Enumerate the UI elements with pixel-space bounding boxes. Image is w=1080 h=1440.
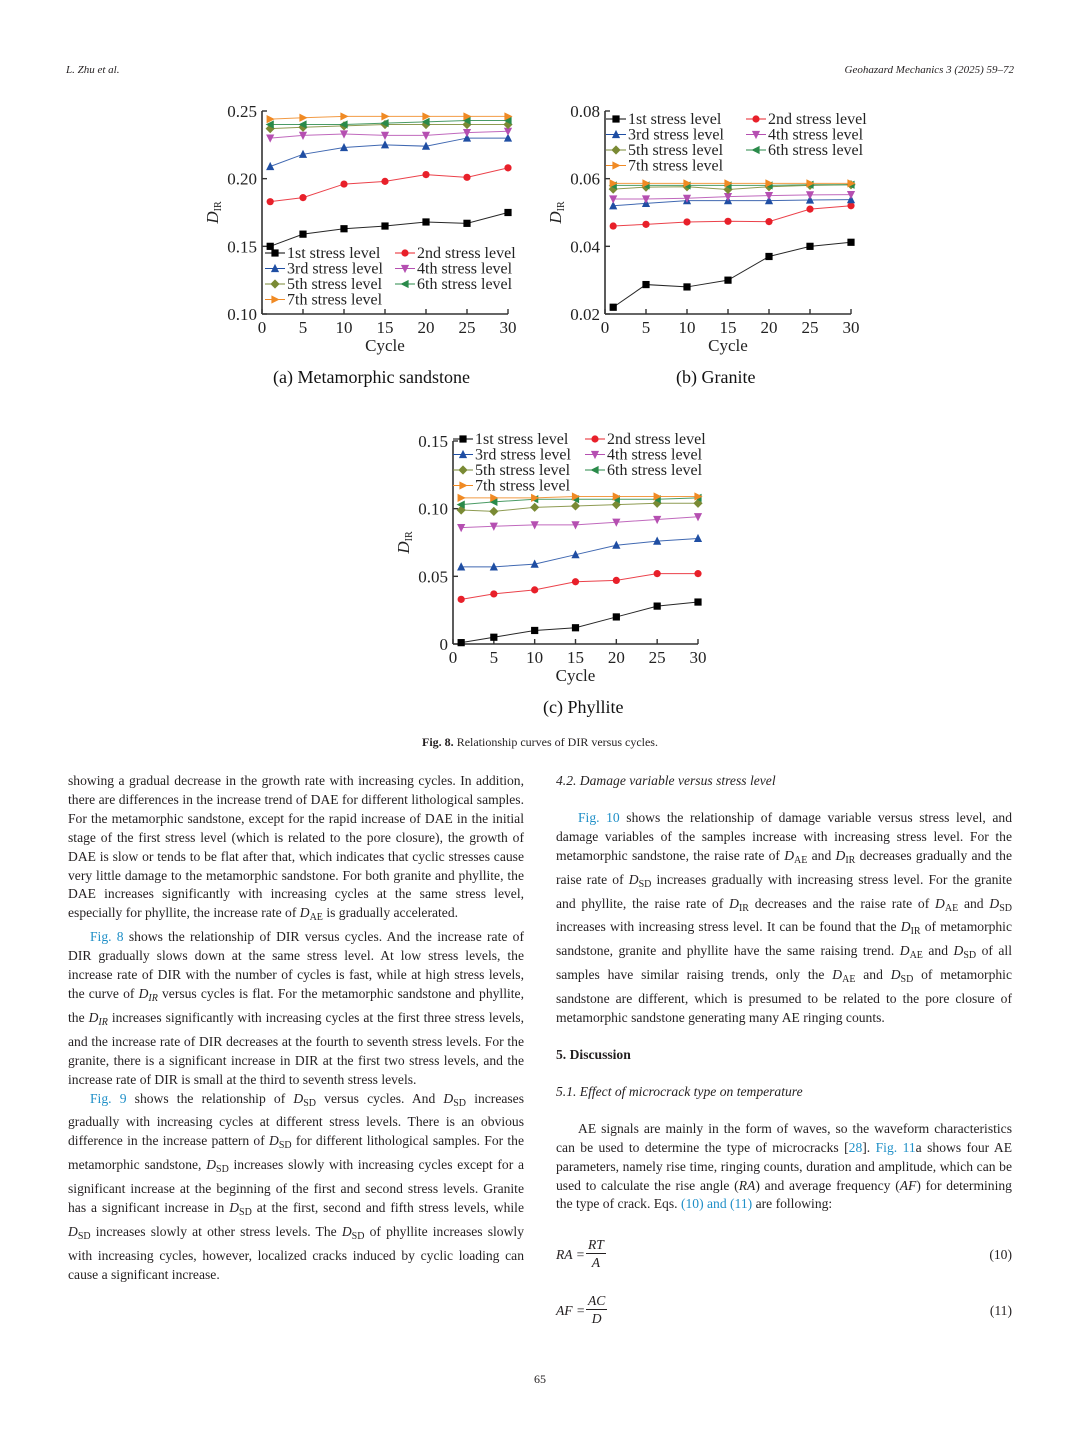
y-tick-label: 0.10	[418, 499, 448, 519]
legend	[265, 245, 516, 309]
y-axis-label: DIR	[203, 201, 224, 224]
legend-label: 6th stress level	[768, 142, 864, 159]
series-1st-stress-level	[610, 239, 855, 311]
series-1st-stress-level	[458, 598, 702, 646]
chart-phyllite	[385, 425, 730, 690]
x-tick-label: 0	[600, 318, 610, 337]
x-tick-label: 10	[526, 648, 544, 667]
figure-caption	[0, 735, 1080, 750]
x-tick-label: 20	[607, 648, 625, 667]
legend-label: 2nd stress level	[417, 245, 516, 262]
legend-label: 7th stress level	[287, 291, 383, 309]
subcaption-a: (a) Metamorphic sandstone	[273, 367, 470, 387]
y-tick-label: 0	[439, 635, 448, 654]
fig9-link[interactable]: Fig. 9	[90, 1090, 127, 1106]
legend-label: 1st stress level	[475, 431, 569, 448]
y-tick-label: 0.06	[570, 169, 600, 189]
paragraph-dir: Fig. 8 shows the relationship of DIR versus cycles. And the increase rate of DIR gradually slows down at the same stress level. At low stress levels, the increase rate of DIR with the number of cycles is fast, while at high stress levels, the curve of $D_{IR}$ versus cycles is flat. For the metamorphic sandstone and phyllite, the $D_{IR}$ increases significantly with increasing cycles at the first three stress levels, and the increase rate of DIR decreases at the fourth to seventh stress levels. For the granite, there is a significant increase in DIR at the first two stress levels, and the increase rate of DIR is small at the third to seventh stress levels.	[68, 929, 524, 1087]
legend-label: 4th stress level	[607, 446, 703, 464]
y-tick-label: 0.10	[227, 305, 257, 324]
x-tick-label: 5	[298, 318, 308, 337]
figure-caption-label: Fig. 8.	[422, 735, 454, 749]
paragraph-stress-level: Fig. 10 shows the relationship of damage variable versus stress level, and damage variables of the samples increase with increasing stress level. For the metamorphic sandstone, the raise rate of $D_{AE}$ and $D_{IR}$ decreases gradually and the raise rate of $D_{SD}$ increases gradually with increasing stress level. For the granite and phyllite, the raise rate of $D_{IR}$ decreases and the raise rate of $D_{AE}$ and $D_{SD}$ increases with increasing stress level. It can be found that the $D_{IR}$ of metamorphic sandstone, granite and phyllite have the same raising trend. $D_{AE}$ and $D_{SD}$ of all samples have similar raising trends, only the $D_{AE}$ and $D_{SD}$ of metamorphic sandstone are different, which is presumed to be related to the pore closure of metamorphic sandstone generating many AE ringing counts.	[556, 809, 1012, 1026]
legend-label: 6th stress level	[417, 276, 513, 293]
y-axis-label: DIR	[546, 201, 567, 224]
legend-label: 3rd stress level	[287, 260, 383, 278]
x-tick-label: 5	[489, 648, 499, 667]
x-tick-label: 30	[689, 648, 707, 667]
y-tick-label: 0.15	[418, 432, 448, 451]
series-7th-stress-level	[267, 112, 513, 123]
x-tick-label: 5	[641, 318, 651, 337]
legend-label: 7th stress level	[475, 477, 571, 495]
right-column	[556, 772, 1012, 1328]
x-axis-label: Cycle	[708, 336, 748, 355]
legend-label: 2nd stress level	[768, 111, 867, 128]
x-tick-label: 30	[499, 318, 517, 337]
series-2nd-stress-level	[458, 570, 702, 603]
x-axis-label: Cycle	[555, 666, 596, 685]
fig8-link[interactable]: Fig. 8	[90, 929, 124, 945]
legend-label: 3rd stress level	[475, 446, 571, 464]
fig11-link[interactable]: Fig. 11	[875, 1139, 916, 1155]
fig10-link[interactable]: Fig. 10	[578, 809, 620, 825]
x-tick-label: 0	[257, 318, 267, 337]
series-4th-stress-level	[457, 513, 702, 532]
legend-label: 1st stress level	[628, 111, 722, 128]
equation-11: AF = $\frac{AC}{D}$ (11)	[556, 1293, 1012, 1327]
left-column	[68, 772, 524, 1285]
figure-caption-text: Relationship curves of DIR versus cycles.	[456, 735, 658, 749]
legend-label: 4th stress level	[768, 126, 864, 144]
y-tick-label: 0.15	[227, 237, 257, 257]
x-tick-label: 15	[376, 318, 394, 337]
section-heading-5: 5. Discussion	[556, 1046, 631, 1062]
y-tick-label: 0.02	[570, 305, 600, 324]
y-tick-label: 0.25	[227, 102, 257, 121]
x-tick-label: 30	[842, 318, 860, 337]
y-tick-label: 0.05	[418, 567, 448, 587]
legend	[453, 431, 706, 495]
x-tick-label: 15	[719, 318, 737, 337]
series-4th-stress-level	[609, 191, 855, 204]
y-tick-label: 0.08	[570, 102, 600, 121]
legend	[606, 111, 867, 175]
y-axis-label: DIR	[394, 531, 415, 554]
legend-label: 5th stress level	[628, 142, 724, 159]
paragraph-dsd: Fig. 9 shows the relationship of $D_{SD}$ versus cycles. And $D_{SD}$ increases gradually with increasing cycles at different stress levels. There is an obvious difference in the increase pattern of $D_{SD}$ for different lithological samples. For the metamorphic sandstone, $D_{SD}$ increases slowly with increasing cycles except for a significant increase at the beginning of the first and second stress levels. Granite has a significant increase in $D_{SD}$ at the first, second and fifth stress levels, while $D_{SD}$ increases slowly at other stress levels. The $D_{SD}$ of phyllite increases slowly with increasing cycles, however, localized cracks induced by cyclic loading can cause a significant increase.	[68, 1090, 525, 1282]
legend-label: 5th stress level	[287, 276, 383, 293]
equation-10: RA = $\frac{RT}{A}$ (10)	[556, 1237, 1012, 1271]
y-tick-label: 0.04	[570, 237, 600, 257]
x-tick-label: 25	[801, 318, 819, 337]
chart-metamorphic-sandstone	[195, 95, 540, 360]
series-2nd-stress-level	[267, 164, 512, 205]
section-heading-5-1: 5.1. Effect of microcrack type on temperature	[556, 1083, 803, 1099]
y-tick-label: 0.20	[227, 169, 257, 189]
legend-label: 2nd stress level	[607, 431, 706, 448]
legend-label: 1st stress level	[287, 245, 381, 262]
legend-label: 4th stress level	[417, 260, 513, 278]
x-tick-label: 0	[448, 648, 458, 667]
subcaption-b: (b) Granite	[676, 367, 756, 387]
x-tick-label: 25	[648, 648, 666, 667]
running-head-journal: Geohazard Mechanics 3 (2025) 59–72	[844, 64, 1014, 76]
chart-granite	[538, 95, 883, 360]
legend-label: 3rd stress level	[628, 126, 724, 144]
x-tick-label: 15	[567, 648, 584, 667]
series-3rd-stress-level	[457, 534, 702, 571]
page-number: 65	[534, 1372, 546, 1386]
x-tick-label: 10	[335, 318, 353, 337]
series-1st-stress-level	[267, 209, 512, 250]
ref-28-link[interactable]: 28	[848, 1139, 863, 1155]
legend-label: 6th stress level	[607, 462, 703, 479]
paragraph-ae-signals: AE signals are mainly in the form of waves, so the waveform characteristics can be used to determine the type of microcracks [28]. Fig. 11a shows four AE parameters, namely rise time, ringing counts, duration and amplitude, which can be used to calculate the rise angle (RA) and average frequency (AF) for determining the type of crack. Eqs. (10) and (11) are following:	[556, 1120, 1012, 1212]
x-tick-label: 10	[678, 318, 696, 337]
legend-label: 5th stress level	[475, 462, 571, 479]
x-tick-label: 20	[760, 318, 778, 337]
eq-10-11-link[interactable]: (10) and (11)	[680, 1196, 753, 1212]
subcaption-c: (c) Phyllite	[543, 697, 624, 717]
section-heading-4-2: 4.2. Damage variable versus stress level	[556, 773, 776, 788]
x-tick-label: 25	[458, 318, 476, 337]
legend-label: 7th stress level	[628, 157, 724, 175]
running-head-authors: L. Zhu et al.	[66, 64, 120, 76]
x-tick-label: 20	[417, 318, 435, 337]
paragraph-dae: showing a gradual decrease in the growth rate with increasing cycles. In addition, there are differences in the increase trend of DAE for different lithological samples. For the metamorphic sandstone, except for the rapid increase of DAE in the initial stage of the first stress level (which is related to the pore closure), the growth of DAE is slow or tends to be flat after that, which indicates that cyclic stresses cause very little damage to the metamorphic sandstone. For both granite and phyllite, the DAE increases significantly with increasing cycles at the same stress level, especially for phyllite, the increase rate of $D_{AE}$ is gradually accelerated.	[68, 773, 524, 924]
x-axis-label: Cycle	[365, 336, 405, 355]
